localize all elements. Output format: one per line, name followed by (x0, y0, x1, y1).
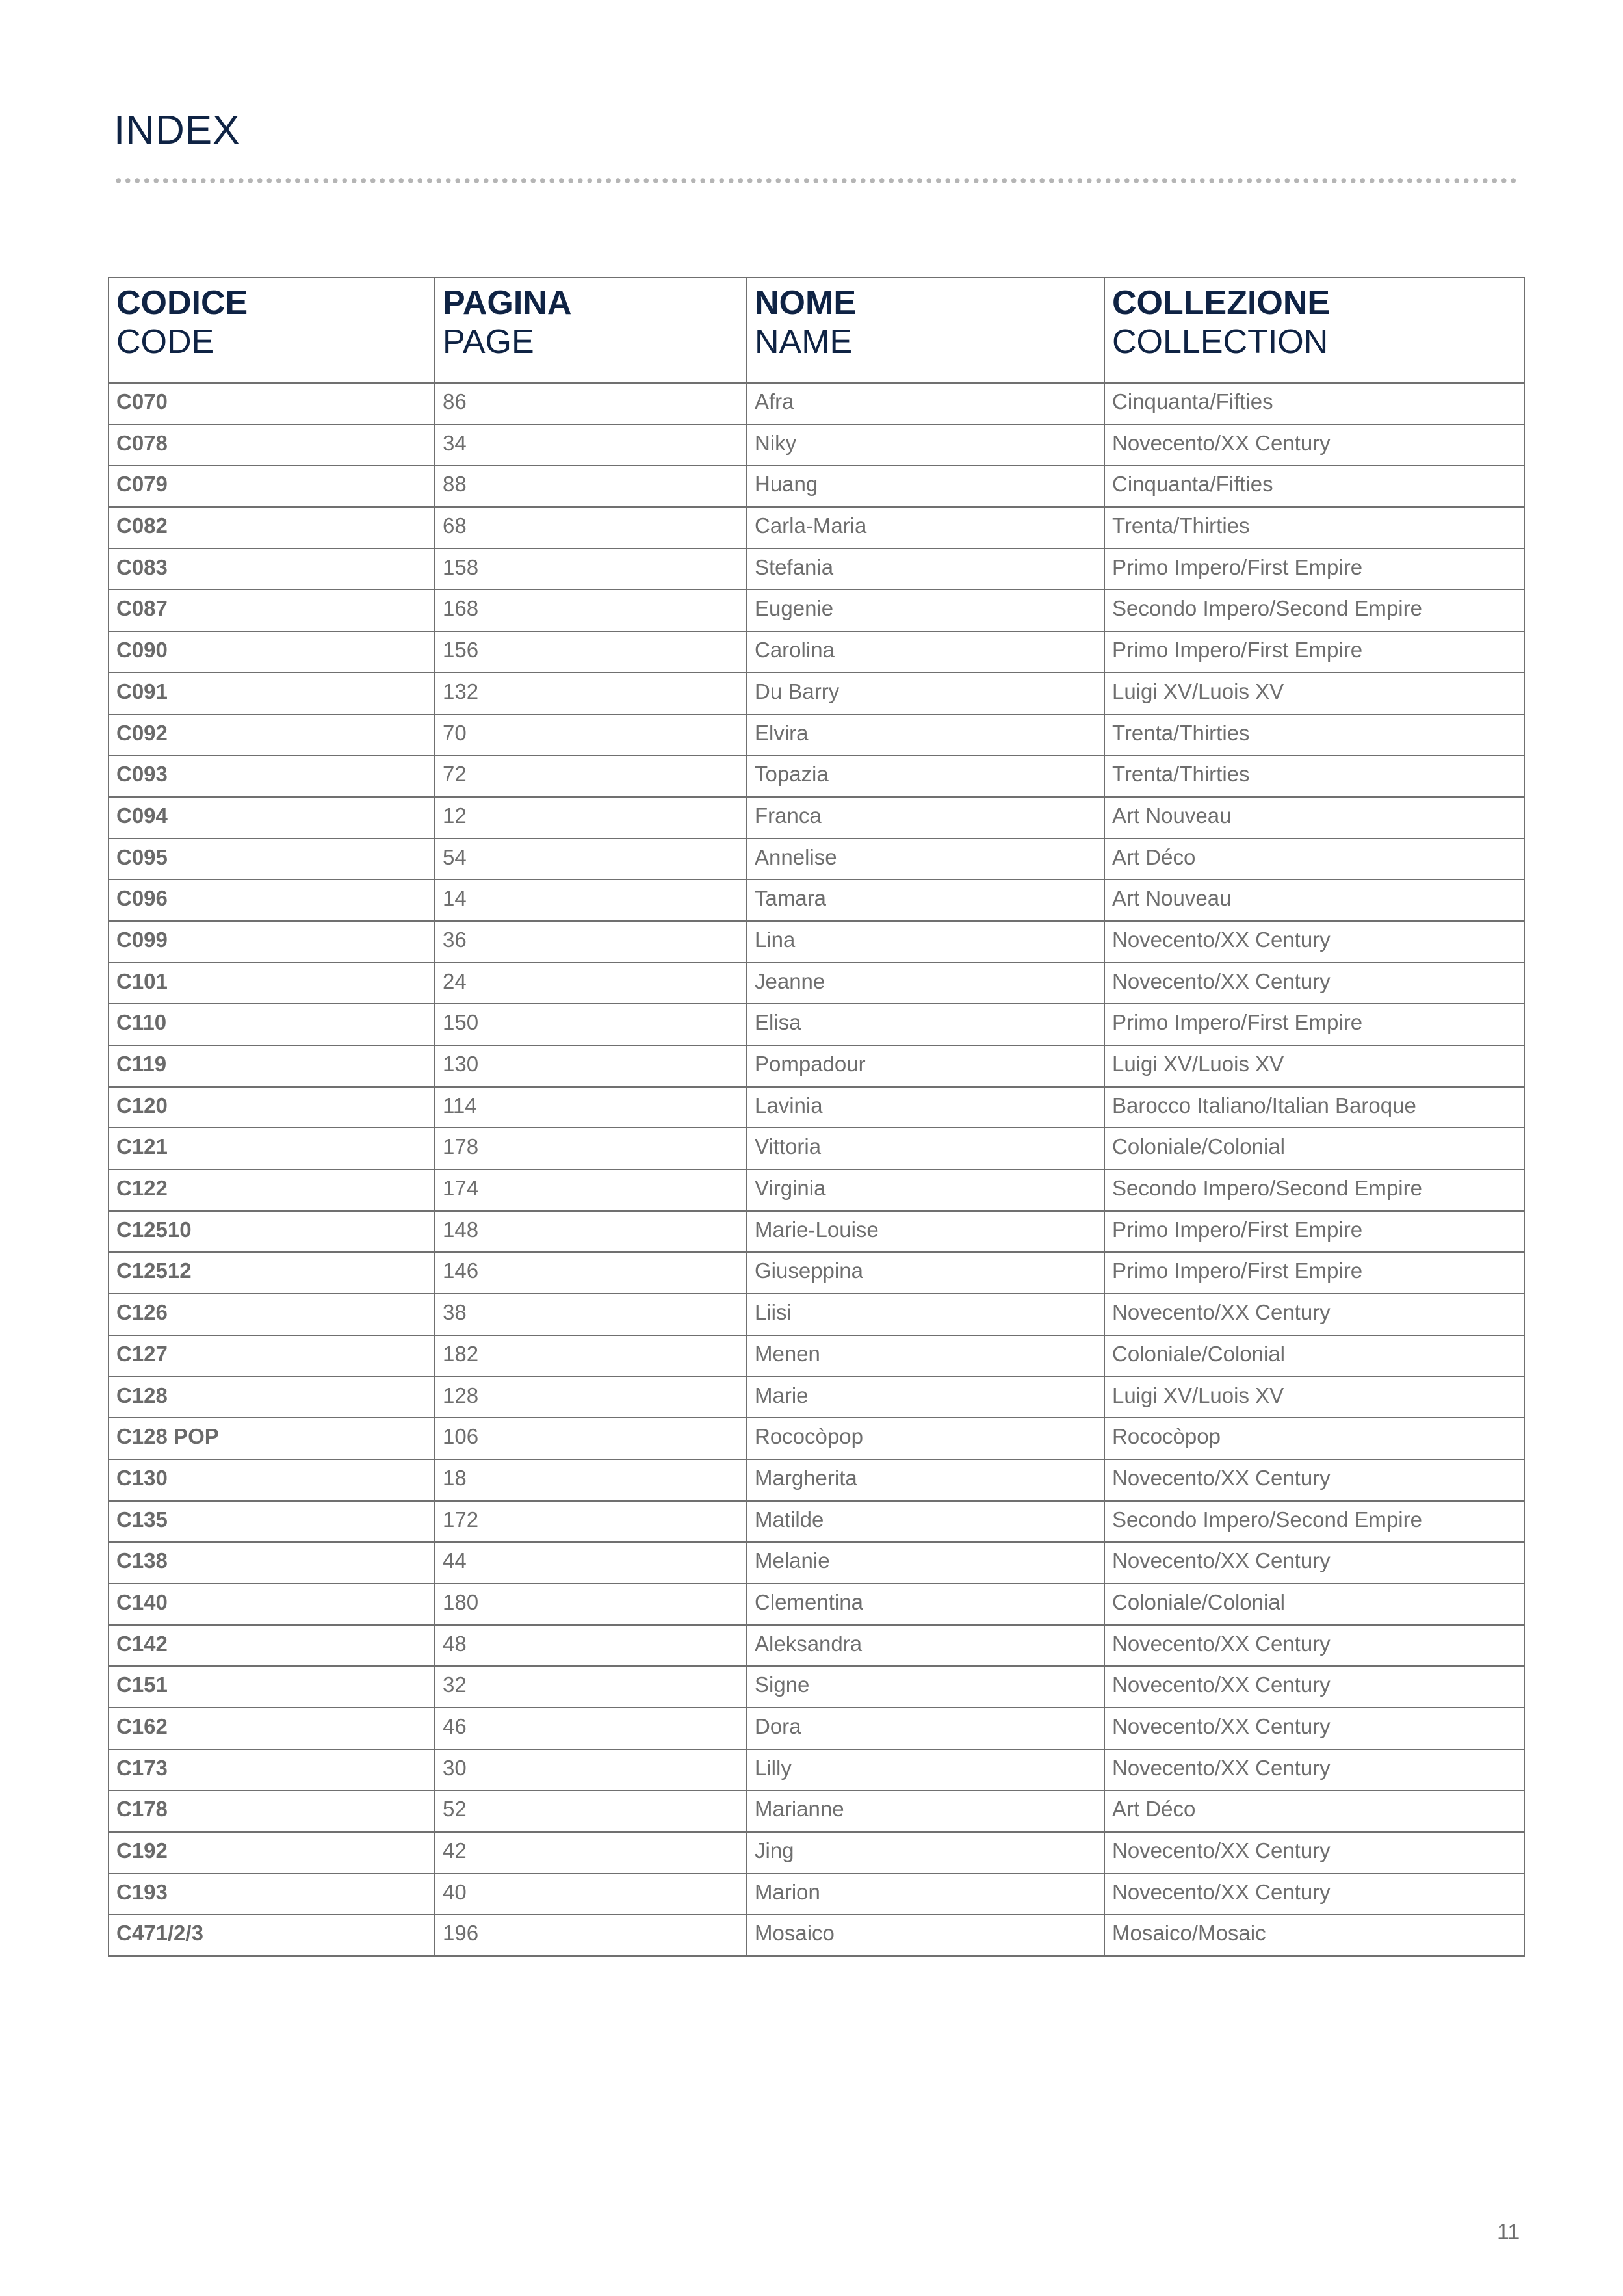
cell-collection: Trenta/Thirties (1104, 714, 1524, 756)
cell-name: Afra (747, 383, 1104, 424)
cell-page: 38 (435, 1294, 747, 1335)
cell-code: C135 (109, 1501, 435, 1543)
table-row (109, 839, 1524, 880)
cell-name: Topazia (747, 755, 1104, 797)
cell-collection: Rococòpop (1104, 1418, 1524, 1459)
cell-collection: Novecento/XX Century (1104, 1708, 1524, 1749)
cell-name: Rococòpop (747, 1418, 1104, 1459)
cell-page: 148 (435, 1211, 747, 1253)
table-row (109, 383, 1524, 424)
table-row (109, 1584, 1524, 1625)
cell-collection: Novecento/XX Century (1104, 1625, 1524, 1667)
header-label-it: PAGINA (443, 284, 572, 322)
cell-name: Virginia (747, 1169, 1104, 1211)
cell-code: C101 (109, 963, 435, 1004)
cell-page: 132 (435, 673, 747, 714)
table-row (109, 590, 1524, 631)
cell-collection: Coloniale/Colonial (1104, 1335, 1524, 1377)
cell-collection: Secondo Impero/Second Empire (1104, 1169, 1524, 1211)
cell-code: C138 (109, 1542, 435, 1584)
cell-name: Jing (747, 1832, 1104, 1873)
header-label-it: CODICE (116, 284, 248, 322)
cell-collection: Cinquanta/Fifties (1104, 465, 1524, 507)
cell-page: 172 (435, 1501, 747, 1543)
cell-page: 180 (435, 1584, 747, 1625)
table-row (109, 1169, 1524, 1211)
cell-collection: Novecento/XX Century (1104, 1542, 1524, 1584)
cell-name: Liisi (747, 1294, 1104, 1335)
cell-name: Aleksandra (747, 1625, 1104, 1667)
cell-page: 72 (435, 755, 747, 797)
cell-page: 30 (435, 1749, 747, 1791)
cell-code: C130 (109, 1459, 435, 1501)
cell-code: C122 (109, 1169, 435, 1211)
table-row (109, 963, 1524, 1004)
cell-name: Du Barry (747, 673, 1104, 714)
cell-page: 158 (435, 549, 747, 590)
cell-collection: Primo Impero/First Empire (1104, 1252, 1524, 1294)
cell-page: 156 (435, 631, 747, 673)
cell-page: 106 (435, 1418, 747, 1459)
table-row (109, 424, 1524, 466)
cell-code: C471/2/3 (109, 1914, 435, 1956)
cell-code: C173 (109, 1749, 435, 1791)
cell-collection: Novecento/XX Century (1104, 921, 1524, 963)
cell-page: 24 (435, 963, 747, 1004)
cell-code: C121 (109, 1128, 435, 1169)
dotted-divider (114, 177, 1518, 184)
cell-code: C110 (109, 1004, 435, 1045)
cell-page: 114 (435, 1087, 747, 1128)
table-header-row (109, 278, 1524, 383)
cell-collection: Primo Impero/First Empire (1104, 1004, 1524, 1045)
cell-collection: Art Déco (1104, 1790, 1524, 1832)
cell-name: Margherita (747, 1459, 1104, 1501)
cell-code: C093 (109, 755, 435, 797)
cell-collection: Primo Impero/First Empire (1104, 1211, 1524, 1253)
table-row (109, 1542, 1524, 1584)
table-row (109, 714, 1524, 756)
page-number: 11 (1497, 2220, 1520, 2245)
cell-code: C095 (109, 839, 435, 880)
cell-collection: Novecento/XX Century (1104, 1666, 1524, 1708)
table-row (109, 1501, 1524, 1543)
cell-page: 174 (435, 1169, 747, 1211)
cell-name: Stefania (747, 549, 1104, 590)
cell-code: C151 (109, 1666, 435, 1708)
cell-collection: Trenta/Thirties (1104, 507, 1524, 549)
header-name (747, 278, 1104, 383)
cell-code: C128 (109, 1377, 435, 1418)
cell-collection: Art Nouveau (1104, 880, 1524, 921)
cell-code: C192 (109, 1832, 435, 1873)
cell-name: Giuseppina (747, 1252, 1104, 1294)
cell-code: C094 (109, 797, 435, 839)
cell-name: Clementina (747, 1584, 1104, 1625)
table-row (109, 797, 1524, 839)
cell-page: 42 (435, 1832, 747, 1873)
cell-collection: Secondo Impero/Second Empire (1104, 1501, 1524, 1543)
cell-code: C120 (109, 1087, 435, 1128)
table-row (109, 1418, 1524, 1459)
header-page (435, 278, 747, 383)
cell-code: C193 (109, 1873, 435, 1915)
cell-name: Huang (747, 465, 1104, 507)
cell-code: C162 (109, 1708, 435, 1749)
cell-code: C119 (109, 1045, 435, 1087)
cell-name: Carolina (747, 631, 1104, 673)
cell-name: Pompadour (747, 1045, 1104, 1087)
cell-name: Annelise (747, 839, 1104, 880)
cell-code: C090 (109, 631, 435, 673)
cell-code: C087 (109, 590, 435, 631)
cell-page: 88 (435, 465, 747, 507)
table-row (109, 507, 1524, 549)
table-row (109, 1459, 1524, 1501)
cell-collection: Novecento/XX Century (1104, 963, 1524, 1004)
cell-code: C079 (109, 465, 435, 507)
table-row (109, 1790, 1524, 1832)
cell-page: 46 (435, 1708, 747, 1749)
cell-code: C128 POP (109, 1418, 435, 1459)
table-row (109, 673, 1524, 714)
cell-page: 130 (435, 1045, 747, 1087)
cell-name: Marie-Louise (747, 1211, 1104, 1253)
cell-name: Elvira (747, 714, 1104, 756)
cell-collection: Art Déco (1104, 839, 1524, 880)
cell-name: Franca (747, 797, 1104, 839)
cell-code: C126 (109, 1294, 435, 1335)
cell-name: Eugenie (747, 590, 1104, 631)
cell-page: 168 (435, 590, 747, 631)
table-row (109, 549, 1524, 590)
cell-collection: Primo Impero/First Empire (1104, 549, 1524, 590)
cell-collection: Primo Impero/First Empire (1104, 631, 1524, 673)
table-row (109, 1377, 1524, 1418)
table-row (109, 1211, 1524, 1253)
cell-name: Lilly (747, 1749, 1104, 1791)
table-row (109, 1873, 1524, 1915)
cell-name: Lina (747, 921, 1104, 963)
cell-collection: Luigi XV/Luois XV (1104, 1045, 1524, 1087)
cell-page: 48 (435, 1625, 747, 1667)
cell-page: 146 (435, 1252, 747, 1294)
cell-name: Melanie (747, 1542, 1104, 1584)
cell-page: 18 (435, 1459, 747, 1501)
table-row (109, 921, 1524, 963)
table-row (109, 1832, 1524, 1873)
cell-name: Dora (747, 1708, 1104, 1749)
table-row (109, 1625, 1524, 1667)
table-row (109, 1708, 1524, 1749)
header-code (109, 278, 435, 383)
cell-collection: Novecento/XX Century (1104, 1459, 1524, 1501)
cell-name: Carla-Maria (747, 507, 1104, 549)
cell-name: Vittoria (747, 1128, 1104, 1169)
table-row (109, 465, 1524, 507)
cell-code: C140 (109, 1584, 435, 1625)
table-row (109, 1666, 1524, 1708)
table-row (109, 631, 1524, 673)
cell-page: 86 (435, 383, 747, 424)
cell-collection: Novecento/XX Century (1104, 1873, 1524, 1915)
cell-page: 70 (435, 714, 747, 756)
cell-code: C096 (109, 880, 435, 921)
cell-page: 12 (435, 797, 747, 839)
cell-page: 182 (435, 1335, 747, 1377)
cell-page: 196 (435, 1914, 747, 1956)
cell-name: Signe (747, 1666, 1104, 1708)
cell-name: Marion (747, 1873, 1104, 1915)
cell-code: C178 (109, 1790, 435, 1832)
cell-collection: Barocco Italiano/Italian Baroque (1104, 1087, 1524, 1128)
cell-collection: Art Nouveau (1104, 797, 1524, 839)
index-table (108, 277, 1525, 1957)
cell-name: Mosaico (747, 1914, 1104, 1956)
cell-code: C12512 (109, 1252, 435, 1294)
cell-collection: Luigi XV/Luois XV (1104, 673, 1524, 714)
cell-page: 36 (435, 921, 747, 963)
cell-page: 178 (435, 1128, 747, 1169)
header-label-en: PAGE (443, 323, 534, 361)
header-label-it: COLLEZIONE (1112, 284, 1331, 322)
table-row (109, 1252, 1524, 1294)
cell-code: C099 (109, 921, 435, 963)
table-row (109, 1087, 1524, 1128)
cell-code: C082 (109, 507, 435, 549)
cell-code: C091 (109, 673, 435, 714)
header-label-en: NAME (755, 323, 853, 361)
cell-page: 150 (435, 1004, 747, 1045)
cell-name: Niky (747, 424, 1104, 466)
cell-page: 54 (435, 839, 747, 880)
table-row (109, 1749, 1524, 1791)
cell-code: C127 (109, 1335, 435, 1377)
cell-name: Lavinia (747, 1087, 1104, 1128)
cell-name: Elisa (747, 1004, 1104, 1045)
cell-name: Matilde (747, 1501, 1104, 1543)
table-row (109, 1128, 1524, 1169)
cell-collection: Secondo Impero/Second Empire (1104, 590, 1524, 631)
cell-page: 68 (435, 507, 747, 549)
cell-collection: Trenta/Thirties (1104, 755, 1524, 797)
cell-name: Jeanne (747, 963, 1104, 1004)
cell-collection: Luigi XV/Luois XV (1104, 1377, 1524, 1418)
table-row (109, 1335, 1524, 1377)
table-row (109, 755, 1524, 797)
cell-code: C142 (109, 1625, 435, 1667)
cell-collection: Novecento/XX Century (1104, 1832, 1524, 1873)
cell-code: C092 (109, 714, 435, 756)
cell-collection: Mosaico/Mosaic (1104, 1914, 1524, 1956)
table-row (109, 1914, 1524, 1956)
header-label-it: NOME (755, 284, 856, 322)
cell-page: 34 (435, 424, 747, 466)
header-collection (1104, 278, 1524, 383)
cell-page: 40 (435, 1873, 747, 1915)
cell-collection: Coloniale/Colonial (1104, 1128, 1524, 1169)
cell-collection: Coloniale/Colonial (1104, 1584, 1524, 1625)
table-row (109, 1294, 1524, 1335)
cell-name: Marie (747, 1377, 1104, 1418)
header-label-en: CODE (116, 323, 214, 361)
header-label-en: COLLECTION (1112, 323, 1329, 361)
table-row (109, 1004, 1524, 1045)
table-row (109, 1045, 1524, 1087)
cell-code: C083 (109, 549, 435, 590)
cell-collection: Novecento/XX Century (1104, 1294, 1524, 1335)
page-title: INDEX (114, 108, 240, 153)
cell-page: 128 (435, 1377, 747, 1418)
cell-collection: Cinquanta/Fifties (1104, 383, 1524, 424)
cell-name: Marianne (747, 1790, 1104, 1832)
cell-page: 14 (435, 880, 747, 921)
cell-name: Menen (747, 1335, 1104, 1377)
table-row (109, 880, 1524, 921)
cell-code: C078 (109, 424, 435, 466)
cell-page: 52 (435, 1790, 747, 1832)
cell-name: Tamara (747, 880, 1104, 921)
cell-collection: Novecento/XX Century (1104, 1749, 1524, 1791)
cell-code: C12510 (109, 1211, 435, 1253)
cell-page: 32 (435, 1666, 747, 1708)
cell-code: C070 (109, 383, 435, 424)
cell-collection: Novecento/XX Century (1104, 424, 1524, 466)
cell-page: 44 (435, 1542, 747, 1584)
